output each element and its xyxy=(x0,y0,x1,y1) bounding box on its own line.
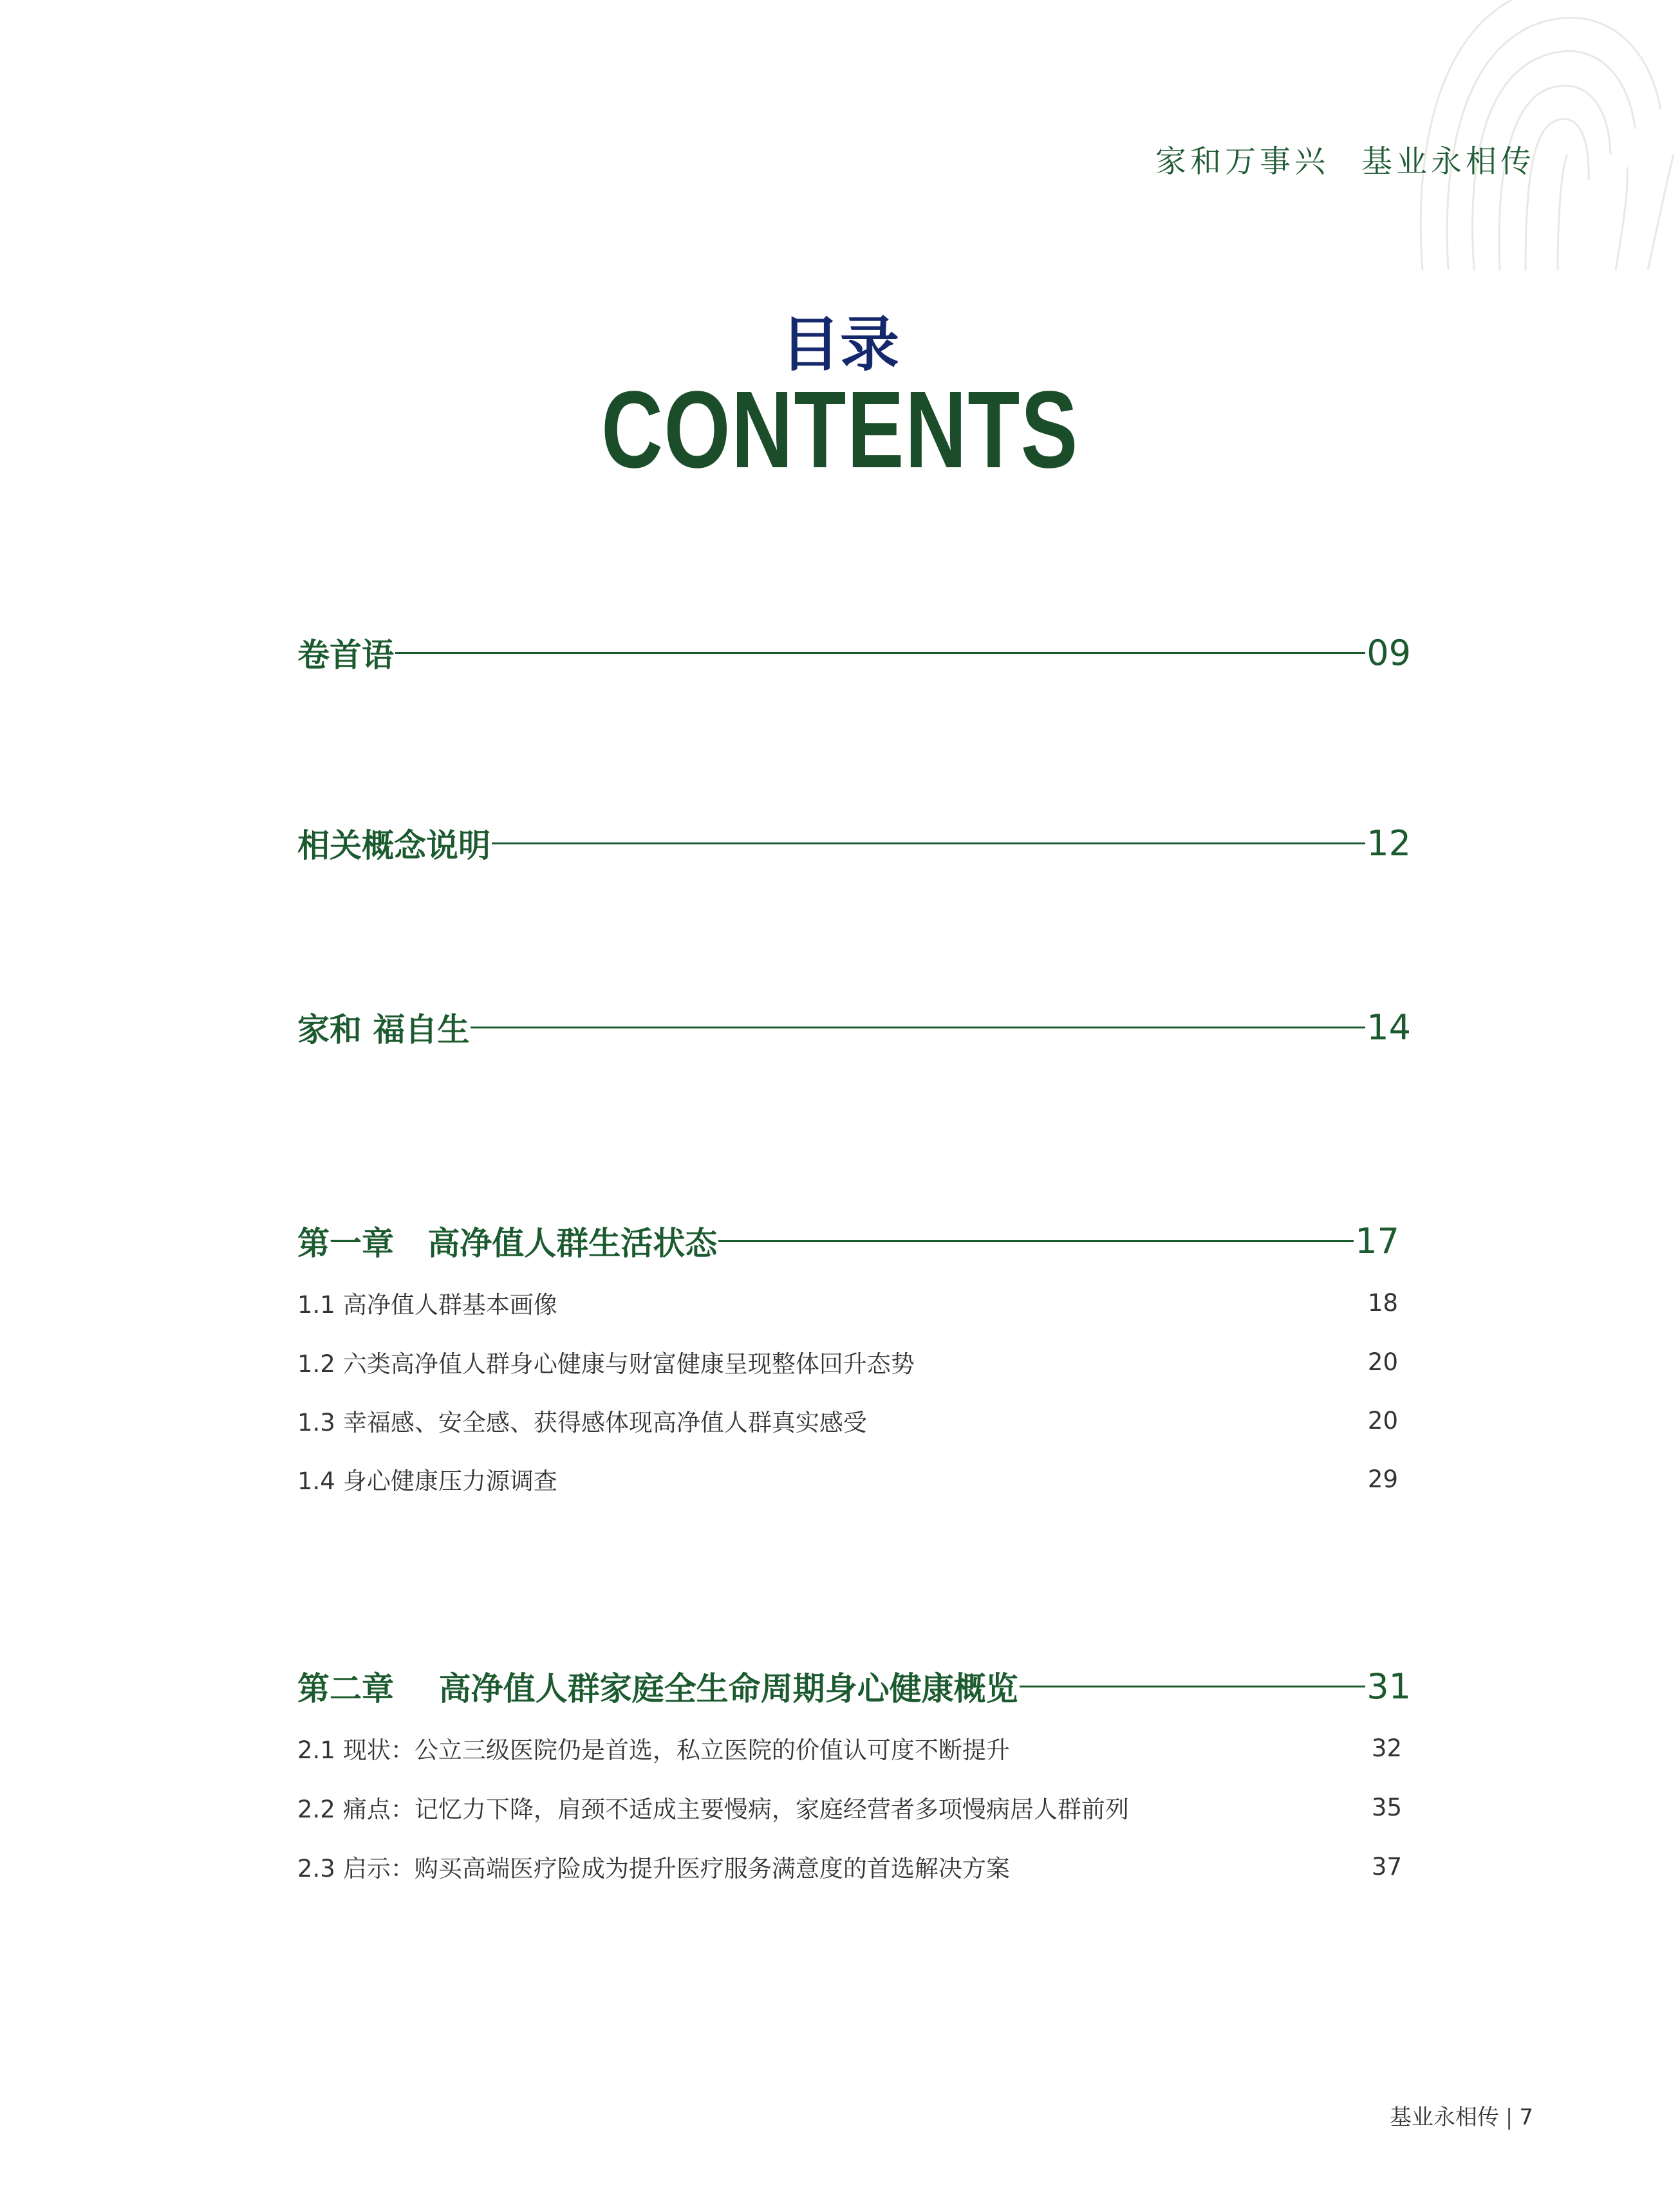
page-footer xyxy=(1390,2099,1533,2131)
toc-entry-concepts[interactable] xyxy=(297,817,1411,869)
toc-subitem[interactable] xyxy=(297,1401,1398,1440)
toc-leader-line xyxy=(492,842,1365,844)
page-title-en: CONTENTS xyxy=(601,369,1079,491)
toc-entry-label: 家和 福自生 xyxy=(297,1011,470,1048)
toc-subitem[interactable] xyxy=(297,1729,1402,1767)
fingerprint-decoration-icon xyxy=(1403,0,1680,270)
toc-subitem-page: 18 xyxy=(1367,1288,1398,1317)
toc-subitem-number: 1.1 xyxy=(297,1291,335,1319)
toc-subitem-text: 幸福感、安全感、获得感体现高净值人群真实感受 xyxy=(342,1409,867,1436)
toc-entry-family[interactable] xyxy=(297,1001,1411,1053)
toc-entry-page: 12 xyxy=(1367,823,1411,864)
toc-entry-chapter-2[interactable] xyxy=(297,1660,1411,1712)
toc-leader-line xyxy=(471,1027,1365,1028)
toc-subitem-page: 35 xyxy=(1371,1793,1402,1821)
toc-entry-page: 14 xyxy=(1367,1007,1411,1048)
toc-subitem-number: 1.2 xyxy=(297,1350,335,1378)
toc-entry-page: 09 xyxy=(1367,632,1411,673)
toc-subitem-number: 2.3 xyxy=(297,1855,335,1882)
footer-separator: | xyxy=(1505,2105,1513,2130)
toc-leader-line xyxy=(395,652,1365,654)
toc-entry-page: 31 xyxy=(1367,1666,1411,1707)
toc-entry-preface[interactable] xyxy=(297,627,1411,678)
toc-subitem-text: 启示：购买高端医疗险成为提升医疗服务满意度的首选解决方案 xyxy=(342,1855,1010,1882)
toc-subitem-text: 高净值人群基本画像 xyxy=(342,1291,557,1319)
toc-subitem-text: 现状：公立三级医院仍是首选，私立医院的价值认可度不断提升 xyxy=(342,1736,1010,1764)
toc-entry-label: 卷首语 xyxy=(297,637,394,674)
page-title-cn: 目录 xyxy=(780,310,899,379)
toc-leader-line xyxy=(718,1240,1354,1242)
toc-entry-page: 17 xyxy=(1355,1220,1399,1261)
slogan-part1: 家和万事兴 xyxy=(1155,144,1329,180)
header-slogan xyxy=(1155,136,1535,181)
toc-subitem-number: 1.4 xyxy=(297,1467,335,1495)
toc-subitem-number: 2.2 xyxy=(297,1796,335,1823)
toc-subitem-text: 六类高净值人群身心健康与财富健康呈现整体回升态势 xyxy=(342,1350,915,1378)
toc-subitem[interactable] xyxy=(297,1343,1398,1381)
toc-entry-label: 相关概念说明 xyxy=(297,827,490,864)
toc-subitem-page: 32 xyxy=(1371,1734,1402,1762)
toc-leader-line xyxy=(1020,1686,1366,1687)
footer-text: 基业永相传 xyxy=(1389,2105,1499,2130)
toc-entry-label: 第一章 高净值人群生活状态 xyxy=(297,1225,718,1262)
toc-subitem-page: 20 xyxy=(1367,1348,1398,1376)
toc-subitem[interactable] xyxy=(297,1283,1398,1322)
toc-subitem[interactable] xyxy=(297,1788,1402,1826)
footer-page-number: 7 xyxy=(1519,2105,1533,2130)
toc-entry-label: 第二章 高净值人群家庭全生命周期身心健康概览 xyxy=(297,1670,1018,1707)
toc-subitem-text: 身心健康压力源调查 xyxy=(342,1467,557,1495)
toc-subitem-number: 1.3 xyxy=(297,1409,335,1436)
toc-subitem[interactable] xyxy=(297,1847,1402,1886)
toc-subitem-text: 痛点：记忆力下降，肩颈不适成主要慢病，家庭经营者多项慢病居人群前列 xyxy=(342,1796,1129,1823)
toc-subitem-page: 29 xyxy=(1367,1465,1398,1493)
toc-subitem-number: 2.1 xyxy=(297,1736,335,1764)
toc-subitem-page: 37 xyxy=(1371,1852,1402,1881)
toc-subitem[interactable] xyxy=(297,1460,1398,1498)
toc-subitem-page: 20 xyxy=(1367,1406,1398,1435)
toc-entry-chapter-1[interactable] xyxy=(297,1215,1399,1267)
slogan-part2: 基业永相传 xyxy=(1361,144,1535,180)
